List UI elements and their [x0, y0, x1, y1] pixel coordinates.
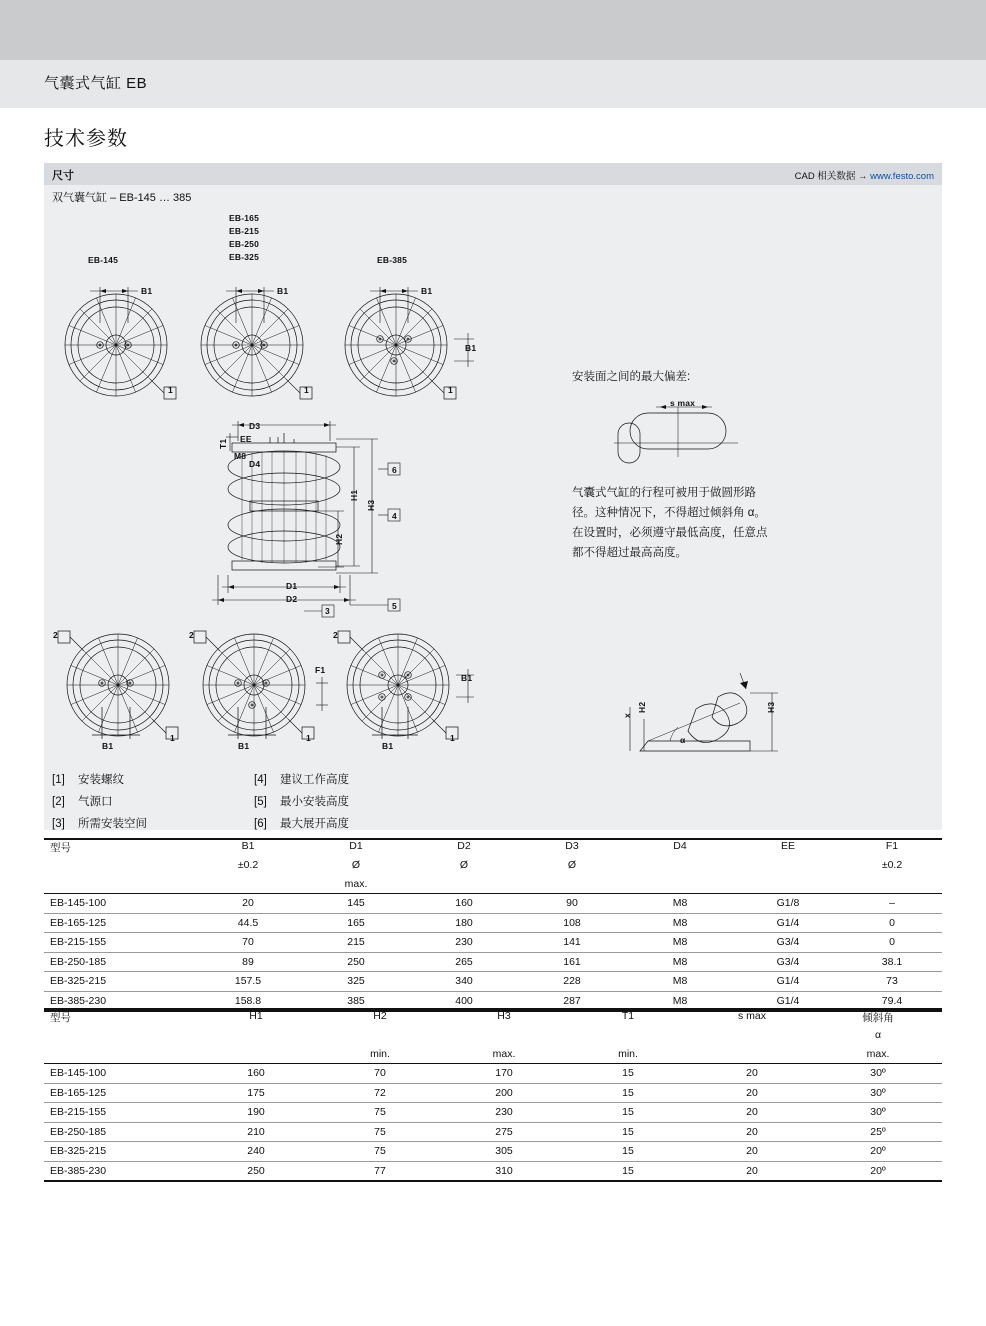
t1-r5-c5: M8 [626, 991, 734, 1011]
dim-b1-top-b: B1 [277, 286, 289, 296]
t2-r0-c6: 30º [814, 1064, 942, 1084]
dim-t5: T1 [218, 438, 228, 449]
dim-x: x [622, 713, 632, 718]
t1-r3-c3: 265 [410, 952, 518, 972]
t1-s-3: Ø [459, 858, 469, 871]
t2-r3-c6: 25º [814, 1122, 942, 1142]
t1-r0-c5: M8 [626, 894, 734, 914]
model-label-eb215: EB-215 [229, 226, 260, 236]
t2-r4-c6: 20º [814, 1142, 942, 1162]
t2-r3-c0: EB-250-185 [44, 1122, 194, 1142]
t2-r1-c4: 15 [566, 1083, 690, 1103]
t1-r3-c0: EB-250-185 [44, 952, 194, 972]
table-row [44, 972, 942, 992]
dimensions-table-2 [44, 1008, 942, 1182]
t1-r1-c4: 108 [518, 913, 626, 933]
callout-1-f: 1 [450, 733, 455, 743]
legend-text-6: 最大展开高度 [280, 818, 349, 830]
t2-a-1 [194, 1025, 318, 1044]
t1-r2-c0: EB-215-155 [44, 933, 194, 953]
t2-r0-c0: EB-145-100 [44, 1064, 194, 1084]
t2-h-0: 型号 [44, 1009, 194, 1025]
dim-d3: D3 [249, 421, 261, 431]
legend-item-4 [254, 771, 349, 787]
t1-h-2: D1 [302, 839, 410, 855]
legend-key-4: [4] [254, 774, 267, 786]
t1-s2-7 [842, 874, 942, 894]
t1-r5-c2: 385 [302, 991, 410, 1011]
t2-h-3: H3 [442, 1009, 566, 1025]
t1-s-5 [626, 855, 734, 874]
dim-m8: M8 [234, 451, 247, 461]
top-gray-band [0, 0, 986, 60]
callout-4: 4 [392, 511, 397, 521]
t1-r0-c6: G1/8 [734, 894, 842, 914]
t2-a-4 [566, 1025, 690, 1044]
panel-label: 尺寸 [52, 170, 74, 182]
t2-r1-c3: 200 [442, 1083, 566, 1103]
t1-r0-c1: 20 [194, 894, 302, 914]
product-title-bar [0, 60, 986, 108]
table2-alpha-row [44, 1025, 942, 1044]
t2-r5-c3: 310 [442, 1161, 566, 1181]
t2-r2-c2: 75 [318, 1103, 442, 1123]
table1-subheader-row-1 [44, 855, 942, 874]
t1-r2-c2: 215 [302, 933, 410, 953]
t2-r5-c2: 77 [318, 1161, 442, 1181]
t1-h-3: D2 [410, 839, 518, 855]
t2-r1-c5: 20 [690, 1083, 814, 1103]
dim-h2: H2 [334, 533, 344, 545]
t2-r0-c3: 170 [442, 1064, 566, 1084]
t2-r1-c0: EB-165-125 [44, 1083, 194, 1103]
t1-r0-c2: 145 [302, 894, 410, 914]
legend-item-5 [254, 793, 349, 809]
t2-s-4: min. [618, 1047, 638, 1060]
t1-s2-3 [410, 874, 518, 894]
callout-2-b: 2 [189, 630, 194, 640]
dim-b1-vert-f: B1 [461, 673, 473, 683]
t1-r0-c3: 160 [410, 894, 518, 914]
t1-r4-c6: G1/4 [734, 972, 842, 992]
legend-text-1: 安装螺纹 [78, 774, 124, 786]
table-row [44, 1103, 942, 1123]
t2-r4-c0: EB-325-215 [44, 1142, 194, 1162]
t2-r5-c1: 250 [194, 1161, 318, 1181]
t1-r5-c7: 79.4 [842, 991, 942, 1011]
t2-h-6: 倾斜角 [814, 1009, 942, 1025]
model-label-eb165: EB-165 [229, 213, 260, 223]
dim-b1-top-a: B1 [141, 286, 153, 296]
legend-text-4: 建议工作高度 [280, 774, 349, 786]
dim-d2: D2 [286, 594, 298, 604]
t1-s2-1 [194, 874, 302, 894]
t2-r0-c1: 160 [194, 1064, 318, 1084]
legend-item-3 [52, 815, 147, 831]
t2-r0-c2: 70 [318, 1064, 442, 1084]
t1-r1-c1: 44.5 [194, 913, 302, 933]
legend-key-5: [5] [254, 796, 267, 808]
cad-text: CAD 相关数据 → [794, 171, 868, 182]
t1-r5-c6: G1/4 [734, 991, 842, 1011]
t1-r4-c0: EB-325-215 [44, 972, 194, 992]
legend-key-1: [1] [52, 774, 65, 786]
t2-r4-c1: 240 [194, 1142, 318, 1162]
t2-r1-c2: 72 [318, 1083, 442, 1103]
table-row [44, 1083, 942, 1103]
t2-r2-c1: 190 [194, 1103, 318, 1123]
legend-text-2: 气源口 [78, 796, 113, 808]
t1-r0-c0: EB-145-100 [44, 894, 194, 914]
dim-b1-bot-a: B1 [102, 741, 114, 751]
t2-r2-c0: EB-215-155 [44, 1103, 194, 1123]
table2-bottom-rule [44, 1181, 942, 1182]
callout-2-c: 2 [333, 630, 338, 640]
dim-d4: D4 [249, 459, 261, 469]
model-label-eb145: EB-145 [88, 255, 119, 265]
t1-r2-c5: M8 [626, 933, 734, 953]
t1-s-2: Ø [351, 858, 361, 871]
t1-r1-c3: 180 [410, 913, 518, 933]
dim-h1: H1 [349, 489, 359, 501]
t1-s2-2: max. [344, 877, 368, 890]
dim-f1: F1 [315, 665, 326, 675]
t2-r5-c5: 20 [690, 1161, 814, 1181]
festo-link[interactable]: www.festo.com [870, 171, 934, 182]
dim-h3: H3 [366, 499, 376, 511]
t2-r4-c5: 20 [690, 1142, 814, 1162]
t1-r5-c0: EB-385-230 [44, 991, 194, 1011]
t1-r4-c1: 157.5 [194, 972, 302, 992]
callout-6: 6 [392, 465, 397, 475]
callout-1-e: 1 [306, 733, 311, 743]
t1-r3-c4: 161 [518, 952, 626, 972]
t2-h-1: H1 [194, 1009, 318, 1025]
t1-r2-c1: 70 [194, 933, 302, 953]
t2-r3-c1: 210 [194, 1122, 318, 1142]
t2-s-6: max. [866, 1047, 890, 1060]
t1-h-6: EE [734, 839, 842, 855]
dim-ee: EE [240, 434, 252, 444]
t2-a-0 [44, 1025, 194, 1044]
t2-s-2: min. [370, 1047, 390, 1060]
section-title: 技术参数 [44, 128, 128, 150]
callout-1-b: 1 [304, 385, 309, 395]
table2-header-row [44, 1009, 942, 1025]
t1-r3-c5: M8 [626, 952, 734, 972]
t2-r2-c4: 15 [566, 1103, 690, 1123]
t1-h-0: 型号 [44, 839, 194, 855]
tolerance-note-title: 安装面之间的最大偏差: [572, 371, 691, 383]
t2-a-2 [318, 1025, 442, 1044]
t1-r2-c6: G3/4 [734, 933, 842, 953]
t1-r1-c0: EB-165-125 [44, 913, 194, 933]
dimensions-panel [44, 163, 942, 830]
t2-r5-c0: EB-385-230 [44, 1161, 194, 1181]
t1-r1-c6: G1/4 [734, 913, 842, 933]
t2-a-3 [442, 1025, 566, 1044]
table1-subheader-row-2 [44, 874, 942, 894]
t2-h-5: s max [690, 1009, 814, 1025]
smax-diagram [600, 401, 780, 479]
t2-r0-c5: 20 [690, 1064, 814, 1084]
t1-s-1: ±0.2 [237, 858, 259, 871]
dim-h3-tilt: H3 [766, 701, 776, 713]
table-row [44, 913, 942, 933]
t1-r2-c3: 230 [410, 933, 518, 953]
product-title: 气囊式气缸 EB [44, 75, 148, 92]
t1-h-5: D4 [626, 839, 734, 855]
model-label-eb325: EB-325 [229, 252, 260, 262]
t1-s2-5 [626, 874, 734, 894]
t1-r1-c7: 0 [842, 913, 942, 933]
t1-r5-c3: 400 [410, 991, 518, 1011]
table-row [44, 1161, 942, 1181]
t2-r1-c6: 30º [814, 1083, 942, 1103]
t2-r2-c5: 20 [690, 1103, 814, 1123]
t2-r4-c2: 75 [318, 1142, 442, 1162]
dim-h2-tilt: H2 [637, 701, 647, 713]
t2-r3-c4: 15 [566, 1122, 690, 1142]
table-row [44, 933, 942, 953]
t2-s-3: max. [492, 1047, 516, 1060]
dimensions-table-1 [44, 838, 942, 1012]
table-row [44, 1142, 942, 1162]
dim-b1-bot-b: B1 [238, 741, 250, 751]
t1-s2-6 [734, 874, 842, 894]
callout-5: 5 [392, 601, 397, 611]
t1-s-0 [44, 855, 194, 874]
t1-s2-4 [518, 874, 626, 894]
t1-r1-c2: 165 [302, 913, 410, 933]
t1-r4-c3: 340 [410, 972, 518, 992]
dim-smax: s max [670, 398, 696, 408]
dim-d1: D1 [286, 581, 298, 591]
t2-r4-c4: 15 [566, 1142, 690, 1162]
t1-r2-c7: 0 [842, 933, 942, 953]
callout-2-a: 2 [53, 630, 58, 640]
t1-r4-c5: M8 [626, 972, 734, 992]
dim-alpha: α [680, 735, 686, 745]
t2-s-0 [44, 1044, 194, 1064]
callout-1-d: 1 [170, 733, 175, 743]
legend-item-2 [52, 793, 113, 809]
legend-key-2: [2] [52, 796, 65, 808]
t1-h-7: F1 [842, 839, 942, 855]
t2-r0-c4: 15 [566, 1064, 690, 1084]
t1-h-4: D3 [518, 839, 626, 855]
t2-r2-c6: 30º [814, 1103, 942, 1123]
front-view-row-bottom [56, 623, 516, 773]
t1-r3-c1: 89 [194, 952, 302, 972]
t1-s2-0 [44, 874, 194, 894]
t1-r3-c2: 250 [302, 952, 410, 972]
t1-s-6 [734, 855, 842, 874]
dim-b1-top-c: B1 [421, 286, 433, 296]
legend-item-6 [254, 815, 349, 831]
table1-header-row [44, 839, 942, 855]
t2-h-4: T1 [566, 1009, 690, 1025]
t2-r3-c5: 20 [690, 1122, 814, 1142]
t1-r3-c7: 38.1 [842, 952, 942, 972]
table-row [44, 1064, 942, 1084]
t1-r5-c4: 287 [518, 991, 626, 1011]
t2-s-1 [194, 1044, 318, 1064]
legend-text-5: 最小安装高度 [280, 796, 349, 808]
tilt-angle-diagram [600, 663, 790, 773]
t1-r4-c2: 325 [302, 972, 410, 992]
t1-s-4: Ø [567, 858, 577, 871]
t2-s-5 [690, 1044, 814, 1064]
t1-s-7: ±0.2 [881, 858, 903, 871]
model-label-eb385: EB-385 [377, 255, 408, 265]
t1-r3-c6: G3/4 [734, 952, 842, 972]
tolerance-note-body: 气囊式气缸的行程可被用于做圆形路径。这种情况下，不得超过倾斜角 α。在设置时，必须遵守最低高度，任意点都不得超过最高高度。 [572, 487, 768, 559]
t1-r2-c4: 141 [518, 933, 626, 953]
table-row [44, 952, 942, 972]
model-label-eb250: EB-250 [229, 239, 260, 249]
panel-header [44, 163, 942, 185]
t2-a-6: α [874, 1028, 882, 1041]
table-row [44, 1122, 942, 1142]
t2-r5-c4: 15 [566, 1161, 690, 1181]
t2-r3-c3: 275 [442, 1122, 566, 1142]
t2-h-2: H2 [318, 1009, 442, 1025]
legend-item-1 [52, 771, 124, 787]
t2-r4-c3: 305 [442, 1142, 566, 1162]
t1-r4-c7: 73 [842, 972, 942, 992]
t2-a-5 [690, 1025, 814, 1044]
t1-r0-c7: – [842, 894, 942, 914]
callout-3: 3 [325, 606, 330, 616]
legend-key-3: [3] [52, 818, 65, 830]
legend-key-6: [6] [254, 818, 267, 830]
cad-data-note [795, 168, 934, 182]
t2-r2-c3: 230 [442, 1103, 566, 1123]
t2-r5-c6: 20º [814, 1161, 942, 1181]
table-row [44, 894, 942, 914]
t1-r4-c4: 228 [518, 972, 626, 992]
panel-subcaption: 双气囊气缸 – EB-145 … 385 [52, 192, 192, 204]
t1-h-1: B1 [194, 839, 302, 855]
callout-1-c: 1 [448, 385, 453, 395]
t2-r3-c2: 75 [318, 1122, 442, 1142]
callout-1-a: 1 [168, 385, 173, 395]
table2-subheader-row [44, 1044, 942, 1064]
t2-r1-c1: 175 [194, 1083, 318, 1103]
dim-b1-vert-c: B1 [465, 343, 477, 353]
t1-r0-c4: 90 [518, 894, 626, 914]
legend-text-3: 所需安装空间 [78, 818, 147, 830]
t1-r1-c5: M8 [626, 913, 734, 933]
t1-r5-c1: 158.8 [194, 991, 302, 1011]
dim-b1-bot-c: B1 [382, 741, 394, 751]
